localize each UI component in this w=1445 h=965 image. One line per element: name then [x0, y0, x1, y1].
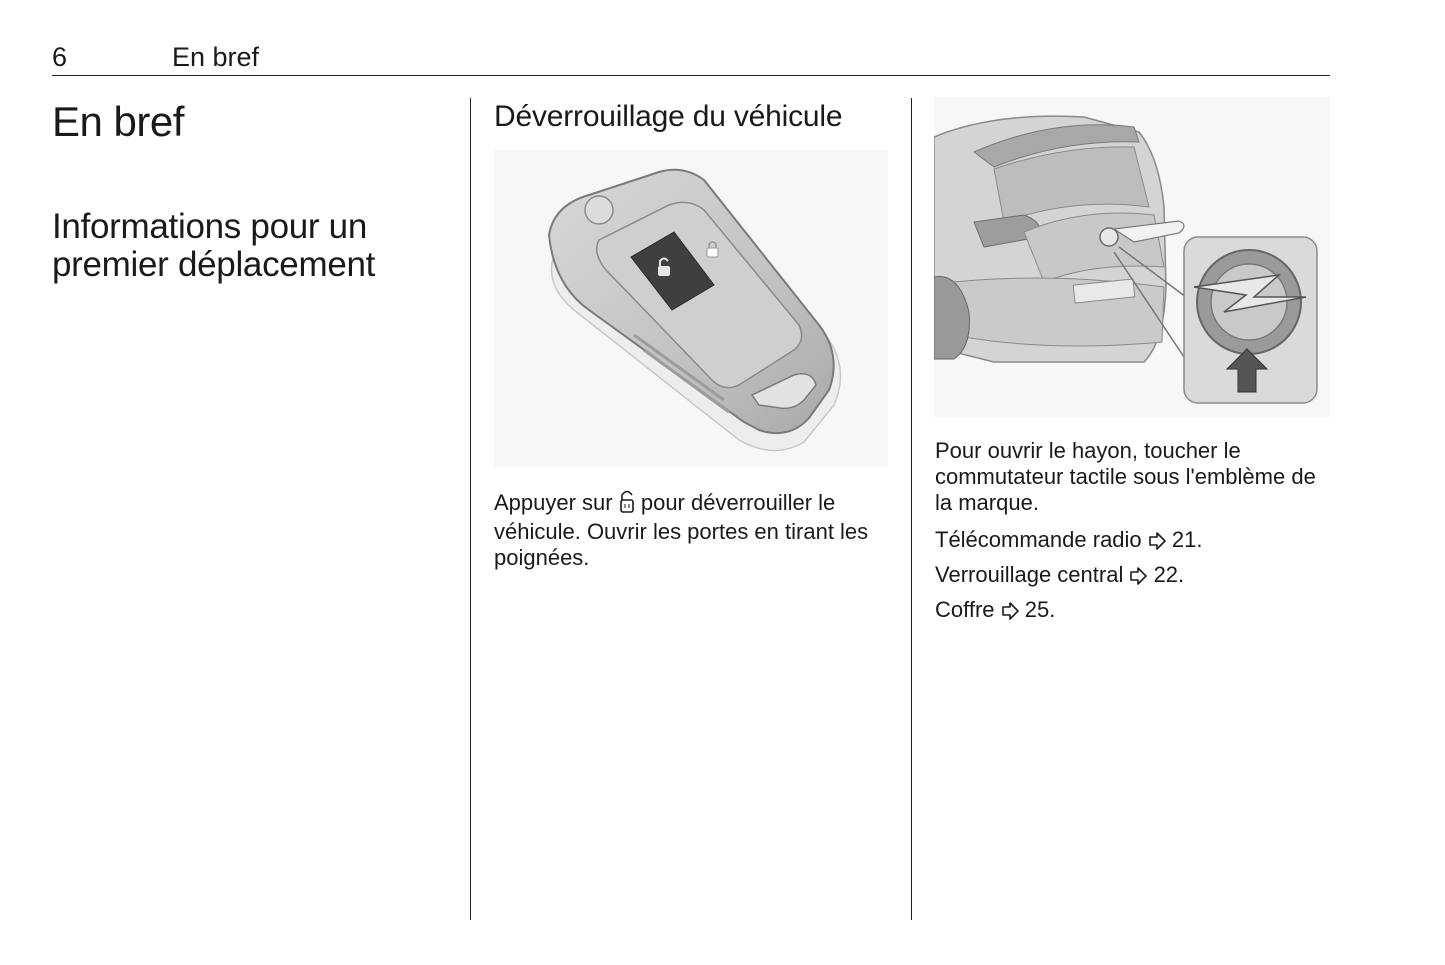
subsection-title-unlock: Déverrouillage du véhicule — [494, 100, 843, 133]
reference-page: 22. — [1147, 562, 1185, 587]
unlock-text-start: Appuyer sur — [494, 490, 619, 515]
column-divider-left — [470, 98, 471, 920]
reference-central-locking[interactable] — [935, 562, 1184, 591]
column-divider-right — [911, 98, 912, 920]
section-title: Informations pour un premier déplacement — [52, 207, 376, 284]
reference-page: 25. — [1018, 597, 1056, 622]
page-ref-arrow-icon — [1001, 600, 1019, 626]
page-ref-arrow-icon — [1148, 530, 1166, 556]
header-rule — [52, 75, 1330, 76]
reference-page: 21. — [1165, 527, 1203, 552]
unlock-text-end: pour déverrouiller le véhicule. Ouvrir les portes en tirant les poignées. — [494, 490, 869, 570]
tailgate-illustration — [934, 97, 1330, 417]
page-number: 6 — [52, 42, 68, 72]
reference-label: Verrouillage central — [935, 562, 1130, 587]
reference-label: Télécommande radio — [935, 527, 1148, 552]
tailgate-instructions: Pour ouvrir le hayon, toucher le commutateur tactile sous l'emblème de la marque. — [935, 438, 1316, 515]
running-title: En bref — [172, 42, 260, 72]
unlock-padlock-icon — [619, 489, 635, 519]
reference-label: Coffre — [935, 597, 1001, 622]
key-fob-illustration — [494, 150, 888, 467]
reference-boot[interactable] — [935, 597, 1055, 626]
reference-radio-remote[interactable] — [935, 527, 1202, 556]
page-ref-arrow-icon — [1129, 565, 1147, 591]
chapter-title: En bref — [52, 98, 184, 145]
unlock-instructions — [494, 489, 894, 571]
